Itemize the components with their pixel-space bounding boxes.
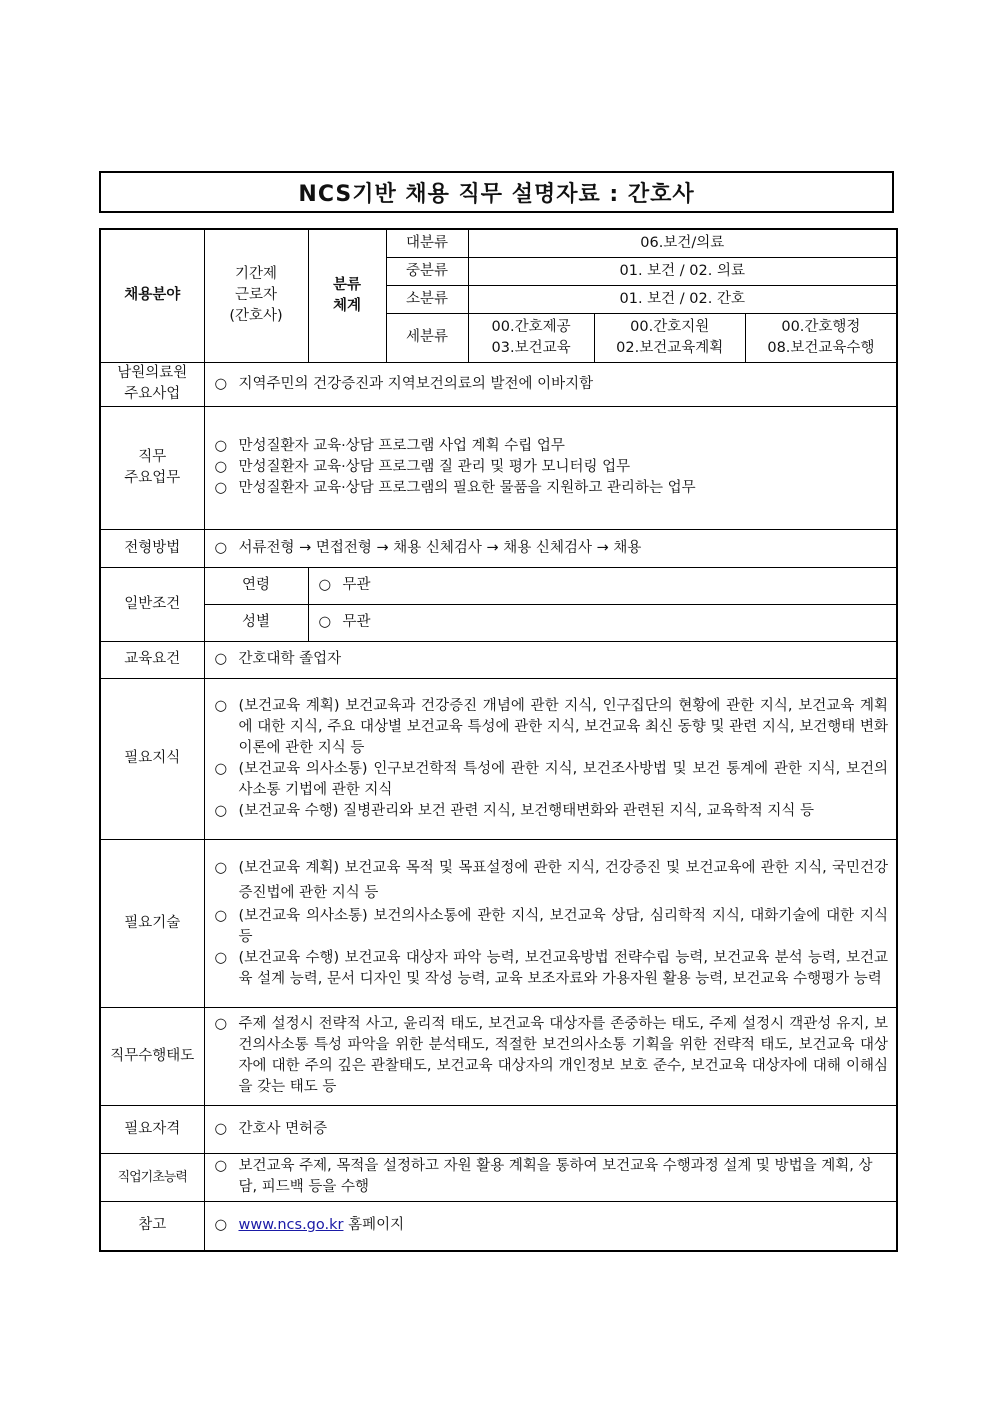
position-cell [204,229,308,362]
bullet-item [215,759,889,801]
skills-label: 필요기술 [100,839,204,1007]
bullet-item [319,575,889,596]
duties-label-line: 직무 [138,448,167,465]
bullet-item [215,478,889,499]
bullet-text: 만성질환자 교육·상담 프로그램의 필요한 물품을 지원하고 관리하는 업무 [238,480,696,496]
general-label: 일반조건 [100,567,204,641]
bullet-icon: ○ [214,651,228,667]
position-line: (간호사) [229,308,283,325]
bullet-icon: ○ [214,375,228,392]
bullet-icon: ○ [318,614,332,630]
bullet-text: 간호대학 졸업자 [238,651,342,667]
bullet-text: 만성질환자 교육·상담 프로그램 질 관리 및 평가 모니터링 업무 [238,459,631,475]
bullet-icon: ○ [214,802,228,819]
bullet-text: (보건교육 수행) 보건교육 대상자 파악 능력, 보건교육방법 전략수립 능력, 보건교육 분석 능력, 보건교육 설계 능력, 문서 디자인 및 작성 능력, 교육 보조자료와 가용자원 활용 능력, 보건교육 수행평가 능력 [238,950,888,987]
duties-label-line: 주요업무 [124,469,181,486]
knowledge-label: 필요지식 [100,678,204,839]
knowledge-content [204,678,897,839]
reference-label: 참고 [100,1201,204,1251]
ncs-link[interactable]: www.ncs.go.kr [238,1217,344,1234]
bullet-text: 지역주민의 건강증진과 지역보건의료의 발전에 이바지함 [238,375,594,392]
attitude-content [204,1007,897,1105]
bullet-text: 주제 설정시 전략적 사고, 윤리적 태도, 보건교육 대상자를 존중하는 태도, 주제 설정시 객관성 유지, 보건의사소통 특성 파악을 위한 분석태도, 적절한 보건의사소통 기획을 위한 전략적 태도, 보건교육 대상자에 대한 주의 깊은 관찰태도, 보건교육 대상자의 개인정보 보호 준수, 보건교육 대상자에 대해 이해심을 갖는 태도 등 [238,1016,888,1095]
classification-label [308,229,386,362]
bullet-item [215,906,889,948]
bullet-item [215,457,889,478]
minor-label: 소분류 [386,285,468,313]
age-value-cell [308,567,897,604]
bullet-item [319,612,889,633]
page-title: NCS기반 채용 직무 설명자료 : 간호사 [99,171,894,213]
recruit-field-label: 채용분야 [100,229,204,362]
job-description-table [99,228,898,1252]
bullet-item [215,1119,889,1140]
bullet-item [215,649,889,670]
bullet-item [215,696,889,759]
detail-item: 00.간호지원 [630,318,710,335]
age-value: 무관 [342,577,371,593]
bullet-icon: ○ [214,539,228,556]
classification-label-line: 체계 [332,297,361,314]
age-label: 연령 [204,567,308,604]
bullet-text: (보건교육 의사소통) 인구보건학적 특성에 관한 지식, 보건조사방법 및 보건 통계에 관한 지식, 보건의사소통 기법에 관한 지식 [238,760,888,798]
bullet-text: (보건교육 계획) 보건교육 목적 및 목표설정에 관한 지식, 건강증진 및 보건교육에 관한 지식, 국민건강증진법에 관한 지식 등 [238,860,888,901]
bullet-icon: ○ [214,860,228,876]
bullet-text: 만성질환자 교육·상담 프로그램 사업 계획 수립 업무 [238,438,565,454]
bullet-icon: ○ [214,908,228,924]
position-line: 근로자 [234,287,278,304]
bullet-icon: ○ [214,1217,228,1234]
major-value: 06.보건/의료 [468,229,897,257]
middle-label: 중분류 [386,257,468,285]
detail-item: 00.간호행정 [781,318,861,335]
business-label [100,362,204,406]
bullet-text: (보건교육 의사소통) 보건의사소통에 관한 지식, 보건교육 상담, 심리학적 지식, 대화기술에 대한 지식 등 [238,908,888,945]
classification-label-line: 분류 [332,276,361,293]
detail-item: 03.보건교육 [491,339,571,356]
selection-label: 전형방법 [100,529,204,567]
detail-label: 세분류 [386,313,468,362]
basic-ability-label: 직업기초능력 [100,1153,204,1201]
bullet-icon: ○ [214,1158,228,1174]
bullet-icon: ○ [214,1016,228,1032]
bullet-text: (보건교육 계획) 보건교육과 건강증진 개념에 관한 지식, 인구집단의 현황에 관한 지식, 보건교육 계획에 대한 지식, 주요 대상별 보건교육 특성에 관한 지식, 보건교육 최신 동향 및 관련 지식, 보건행태 변화 이론에 관한 지식 등 [238,697,888,756]
position-line: 기간제 [234,266,278,283]
bullet-icon: ○ [214,1120,228,1137]
business-label-line: 주요사업 [124,386,181,402]
selection-content [204,529,897,567]
bullet-item [215,538,889,559]
bullet-icon: ○ [214,950,228,966]
detail-item: 08.보건교육수행 [767,339,875,356]
detail-values [468,313,897,362]
major-label: 대분류 [386,229,468,257]
bullet-icon: ○ [214,459,228,475]
reference-text [239,1215,889,1236]
bullet-item [215,1014,889,1098]
bullet-text: 서류전형 → 면접전형 → 채용 신체검사 → 채용 신체검사 → 채용 [238,539,642,556]
bullet-text: 간호사 면허증 [238,1120,328,1137]
middle-value: 01. 보건 / 02. 의료 [468,257,897,285]
detail-col [469,314,594,362]
bullet-item [215,856,889,906]
business-content [204,362,897,406]
bullet-item [215,1156,889,1198]
bullet-icon: ○ [214,480,228,496]
bullet-item [215,436,889,457]
duties-label [100,406,204,529]
bullet-item [215,374,889,395]
bullet-item [215,948,889,990]
bullet-icon: ○ [318,577,332,593]
duties-content [204,406,897,529]
bullet-icon: ○ [214,760,228,777]
reference-content [204,1201,897,1251]
bullet-item [215,1215,889,1236]
reference-suffix: 홈페이지 [343,1217,405,1234]
detail-col [594,314,745,362]
gender-label: 성별 [204,604,308,641]
bullet-text: (보건교육 수행) 질병관리와 보건 관련 지식, 보건행태변화와 관련된 지식, 교육학적 지식 등 [238,802,814,819]
minor-value: 01. 보건 / 02. 간호 [468,285,897,313]
license-label: 필요자격 [100,1105,204,1153]
basic-ability-content [204,1153,897,1201]
education-content [204,641,897,678]
license-content [204,1105,897,1153]
detail-col [745,314,896,362]
detail-grid [469,314,897,362]
bullet-icon: ○ [214,697,228,714]
bullet-item [215,801,889,822]
attitude-label: 직무수행태도 [100,1007,204,1105]
business-label-line: 남원의료원 [117,365,188,381]
skills-content [204,839,897,1007]
bullet-icon: ○ [214,438,228,454]
detail-item: 00.간호제공 [491,318,571,335]
gender-value-cell [308,604,897,641]
bullet-text: 보건교육 주제, 목적을 설정하고 자원 활용 계획을 통하여 보건교육 수행과정 설계 및 방법을 계획, 상담, 피드백 등을 수행 [238,1158,873,1195]
education-label: 교육요건 [100,641,204,678]
gender-value: 무관 [342,614,371,630]
detail-item: 02.보건교육계획 [616,339,724,356]
